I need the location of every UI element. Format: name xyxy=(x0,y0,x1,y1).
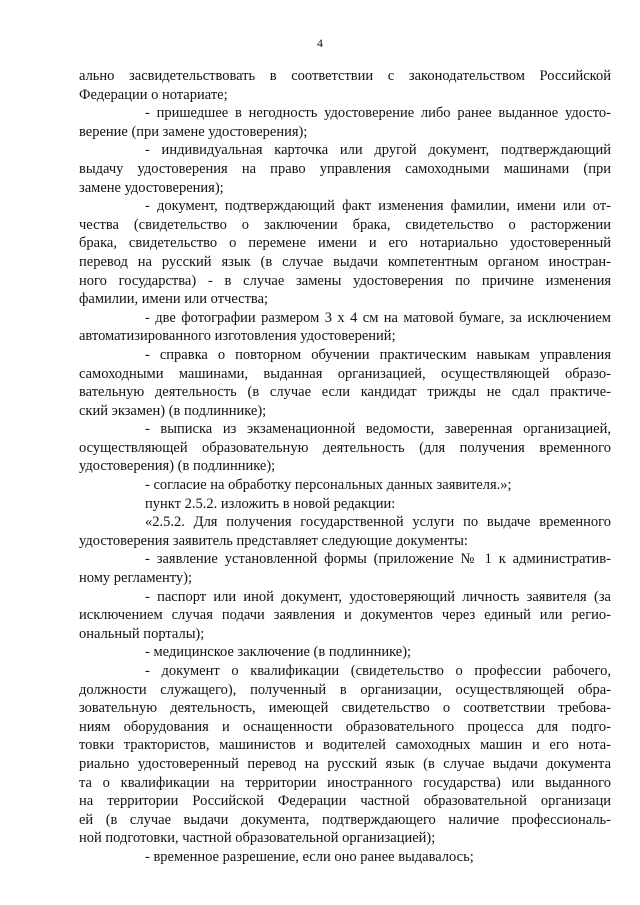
text-line: ной подготовки, частной образовательной организацией); xyxy=(79,830,436,847)
page-number: 4 xyxy=(317,36,323,50)
text-line: ский экзамен) (в подлиннике); xyxy=(79,402,267,419)
text-line: удостоверения) (в подлиннике); xyxy=(79,458,276,475)
text-line: - документ, подтверждающий факт изменения фамилии, имени или от- xyxy=(145,198,611,215)
text-line: - две фотографии размером 3 х 4 см на матовой бумаге, за исключением xyxy=(145,309,611,326)
text-line: автоматизированного изготовления удостоверений; xyxy=(79,328,396,345)
text-line: «2.5.2. Для получения государственной услуги по выдаче временного xyxy=(145,514,611,531)
text-line: верение (при замене удостоверения); xyxy=(79,123,308,140)
text-line: товки трактористов, машинистов и водителей самоходных машин и его нота- xyxy=(79,737,611,754)
text-line: на территории Российской Федерации частной образовательной организаци xyxy=(79,793,611,810)
text-line: Федерации о нотариате; xyxy=(79,86,228,103)
text-line: фамилии, имени или отчества; xyxy=(79,291,269,308)
text-line: - временное разрешение, если оно ранее выдавалось; xyxy=(145,848,474,865)
text-line: ниям оборудования и оснащенности образовательного процесса для подго- xyxy=(79,718,611,735)
document-body xyxy=(79,67,611,867)
text-line: самоходными машинами, выданная организацией, осуществляющей образо- xyxy=(79,365,611,382)
text-line: - индивидуальная карточка или другой документ, подтверждающий xyxy=(145,142,611,159)
text-line: выдачу удостоверения на право управления самоходными машинами (при xyxy=(79,160,611,177)
text-line: риально удостоверенный перевод на русский язык (в случае выдачи документа xyxy=(79,755,611,772)
text-line: - заявление установленной формы (приложение № 1 к административ- xyxy=(145,551,611,568)
text-line: должности служащего), полученный в организации, осуществляющей обра- xyxy=(79,681,611,698)
text-line: ного государства) - в случае замены удостоверения по причине изменения xyxy=(79,272,611,289)
text-line: пункт 2.5.2. изложить в новой редакции: xyxy=(145,495,396,512)
text-line: исключением случая подачи заявления и документов через единый или регио- xyxy=(79,607,611,624)
text-line: перевод на русский язык (в случае выдачи компетентным органом иностран- xyxy=(79,253,611,270)
text-line: - согласие на обработку персональных данных заявителя.»; xyxy=(145,477,512,494)
text-line: ному регламенту); xyxy=(79,570,192,587)
text-line: - пришедшее в негодность удостоверение либо ранее выданное удосто- xyxy=(145,105,611,122)
text-line: замене удостоверения); xyxy=(79,179,224,196)
text-line: - справка о повторном обучении практическим навыкам управления xyxy=(145,346,611,363)
text-line: - паспорт или иной документ, удостоверяющий личность заявителя (за xyxy=(145,588,611,605)
text-line: чества (свидетельство о заключении брака, свидетельство о расторжении xyxy=(79,216,611,233)
text-line: - выписка из экзаменационной ведомости, заверенная организацией, xyxy=(145,421,611,438)
text-line: - документ о квалификации (свидетельство о профессии рабочего, xyxy=(145,663,611,679)
text-line: вательную деятельность (в случае если кандидат трижды не сдал практиче- xyxy=(79,384,611,401)
text-line: зовательную деятельность, имеющей свидетельство о соответствии требова- xyxy=(79,700,611,717)
text-line: ально засвидетельствовать в соответствии с законодательством Российской xyxy=(79,68,611,84)
text-line: брака, свидетельство о перемене имени и его нотариально удостоверенный xyxy=(79,235,611,252)
text-line: - медицинское заключение (в подлиннике); xyxy=(145,644,412,661)
text-line: осуществляющей образовательную деятельность (для получения временного xyxy=(79,439,611,456)
text-line: ональный порталы); xyxy=(79,625,205,642)
text-line: та о квалификации на территории иностранного государства) или выданного xyxy=(79,774,611,791)
text-line: удостоверения заявитель представляет следующие документы: xyxy=(79,532,468,549)
text-line: ей (в случае выдачи документа, подтверждающего наличие профессиональ- xyxy=(79,811,611,828)
